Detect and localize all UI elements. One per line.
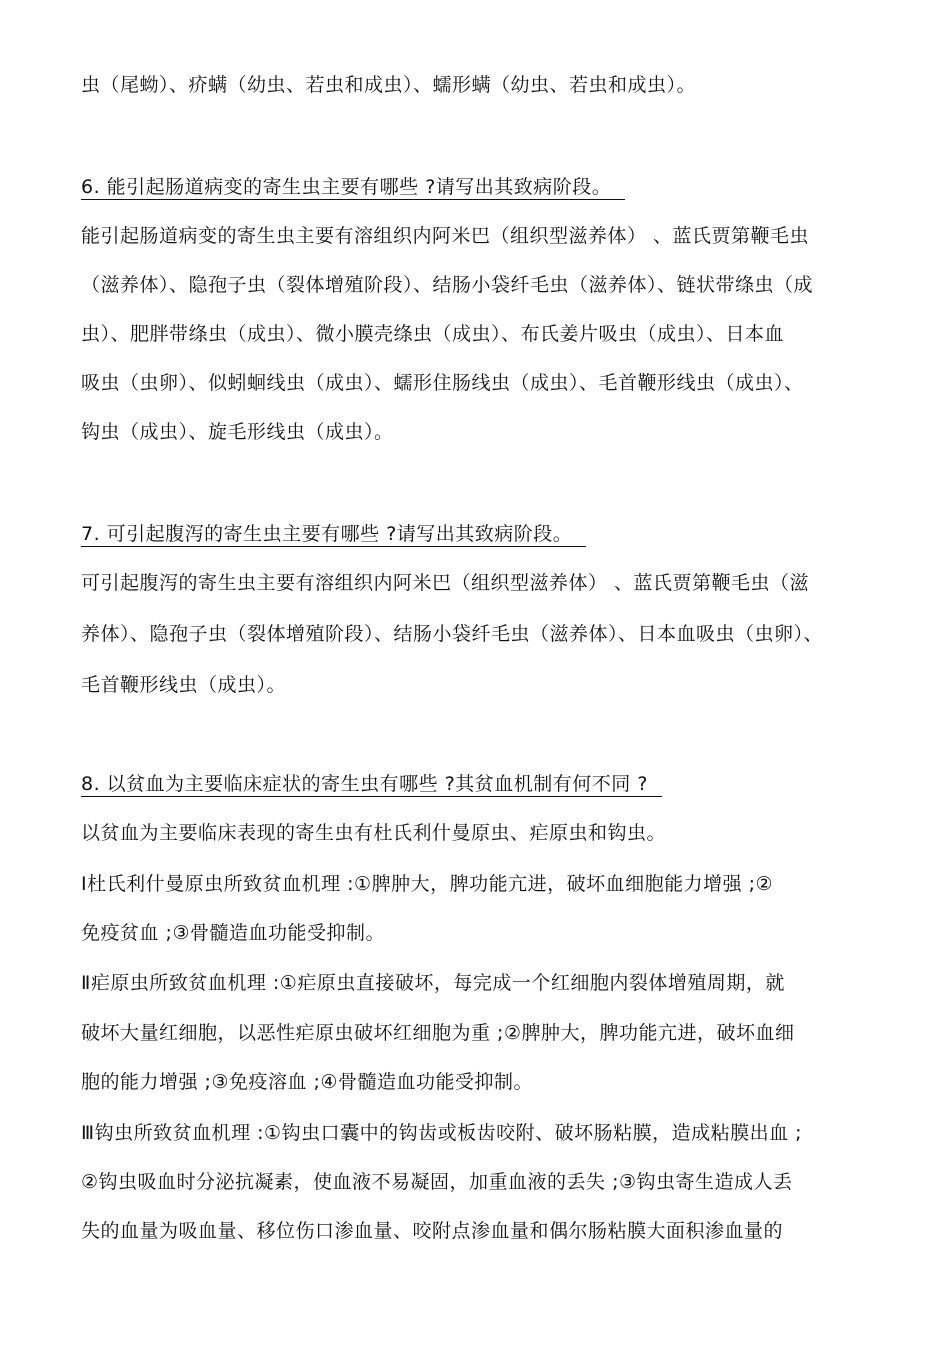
question-7-heading (81, 521, 896, 547)
text-line: 养体）、隐孢子虫（裂体增殖阶段）、结肠小袋纤毛虫（滋养体）、日本血吸虫（虫卵）、 (81, 623, 824, 645)
text-line: 破坏大量红细胞，以恶性疟原虫破坏红细胞为重 ;②脾肿大，脾功能亢进，破坏血细 (81, 1022, 795, 1044)
text-line: 钩虫（成虫）、旋毛形线虫（成虫）。 (81, 421, 394, 443)
text-line: 虫（尾蚴）、疥螨（幼虫、若虫和成虫）、蠕形螨（幼虫、若虫和成虫）。 (81, 74, 697, 96)
text-line: 吸虫（虫卵）、似蚓蛔线虫（成虫）、蠕形住肠线虫（成虫）、毛首鞭形线虫（成虫）、 (81, 372, 804, 394)
question-6-text: 6. 能引起肠道病变的寄生虫主要有哪些 ?请写出其致病阶段。 (81, 175, 625, 200)
question-7-text: 7. 可引起腹泻的寄生虫主要有哪些 ?请写出其致病阶段。 (81, 522, 586, 547)
text-line: ②钩虫吸血时分泌抗凝素，使血液不易凝固，加重血液的丢失 ;③钩虫寄生造成人丢 (81, 1171, 793, 1193)
text-line: 胞的能力增强 ;③免疫溶血 ;④骨髓造血功能受抑制。 (81, 1071, 533, 1093)
question-6-heading (81, 174, 896, 200)
text-line: 可引起腹泻的寄生虫主要有溶组织内阿米巴（组织型滋养体） 、蓝氏贾第鞭毛虫（滋 (81, 572, 810, 594)
question-8-heading (81, 771, 896, 797)
question-8-text: 8. 以贫血为主要临床症状的寄生虫有哪些 ?其贫血机制有何不同 ? (81, 772, 662, 797)
text-line: 虫）、肥胖带绦虫（成虫）、微小膜壳绦虫（成虫）、布氏姜片吸虫（成虫）、日本血 (81, 323, 785, 345)
text-line: Ⅲ钩虫所致贫血机理 :①钩虫口囊中的钩齿或板齿咬附、破坏肠粘膜，造成粘膜出血 ; (81, 1122, 803, 1144)
text-line: 以贫血为主要临床表现的寄生虫有杜氏利什曼原虫、疟原虫和钩虫。 (81, 822, 667, 844)
text-line: 能引起肠道病变的寄生虫主要有溶组织内阿米巴（组织型滋养体） 、蓝氏贾第鞭毛虫 (81, 225, 810, 247)
text-line: （滋养体）、隐孢子虫（裂体增殖阶段）、结肠小袋纤毛虫（滋养体）、链状带绦虫（成 (81, 274, 814, 296)
text-line: Ⅱ疟原虫所致贫血机理 :①疟原虫直接破坏，每完成一个红细胞内裂体增殖周期，就 (81, 972, 785, 994)
text-line: Ⅰ杜氏利什曼原虫所致贫血机理 :①脾肿大，脾功能亢进，破坏血细胞能力增强 ;② (81, 873, 774, 895)
text-line: 毛首鞭形线虫（成虫）。 (81, 674, 287, 696)
text-line: 免疫贫血 ;③骨髓造血功能受抑制。 (81, 922, 385, 944)
text-line: 失的血量为吸血量、移位伤口渗血量、咬附点渗血量和偶尔肠粘膜大面积渗血量的 (81, 1220, 784, 1242)
